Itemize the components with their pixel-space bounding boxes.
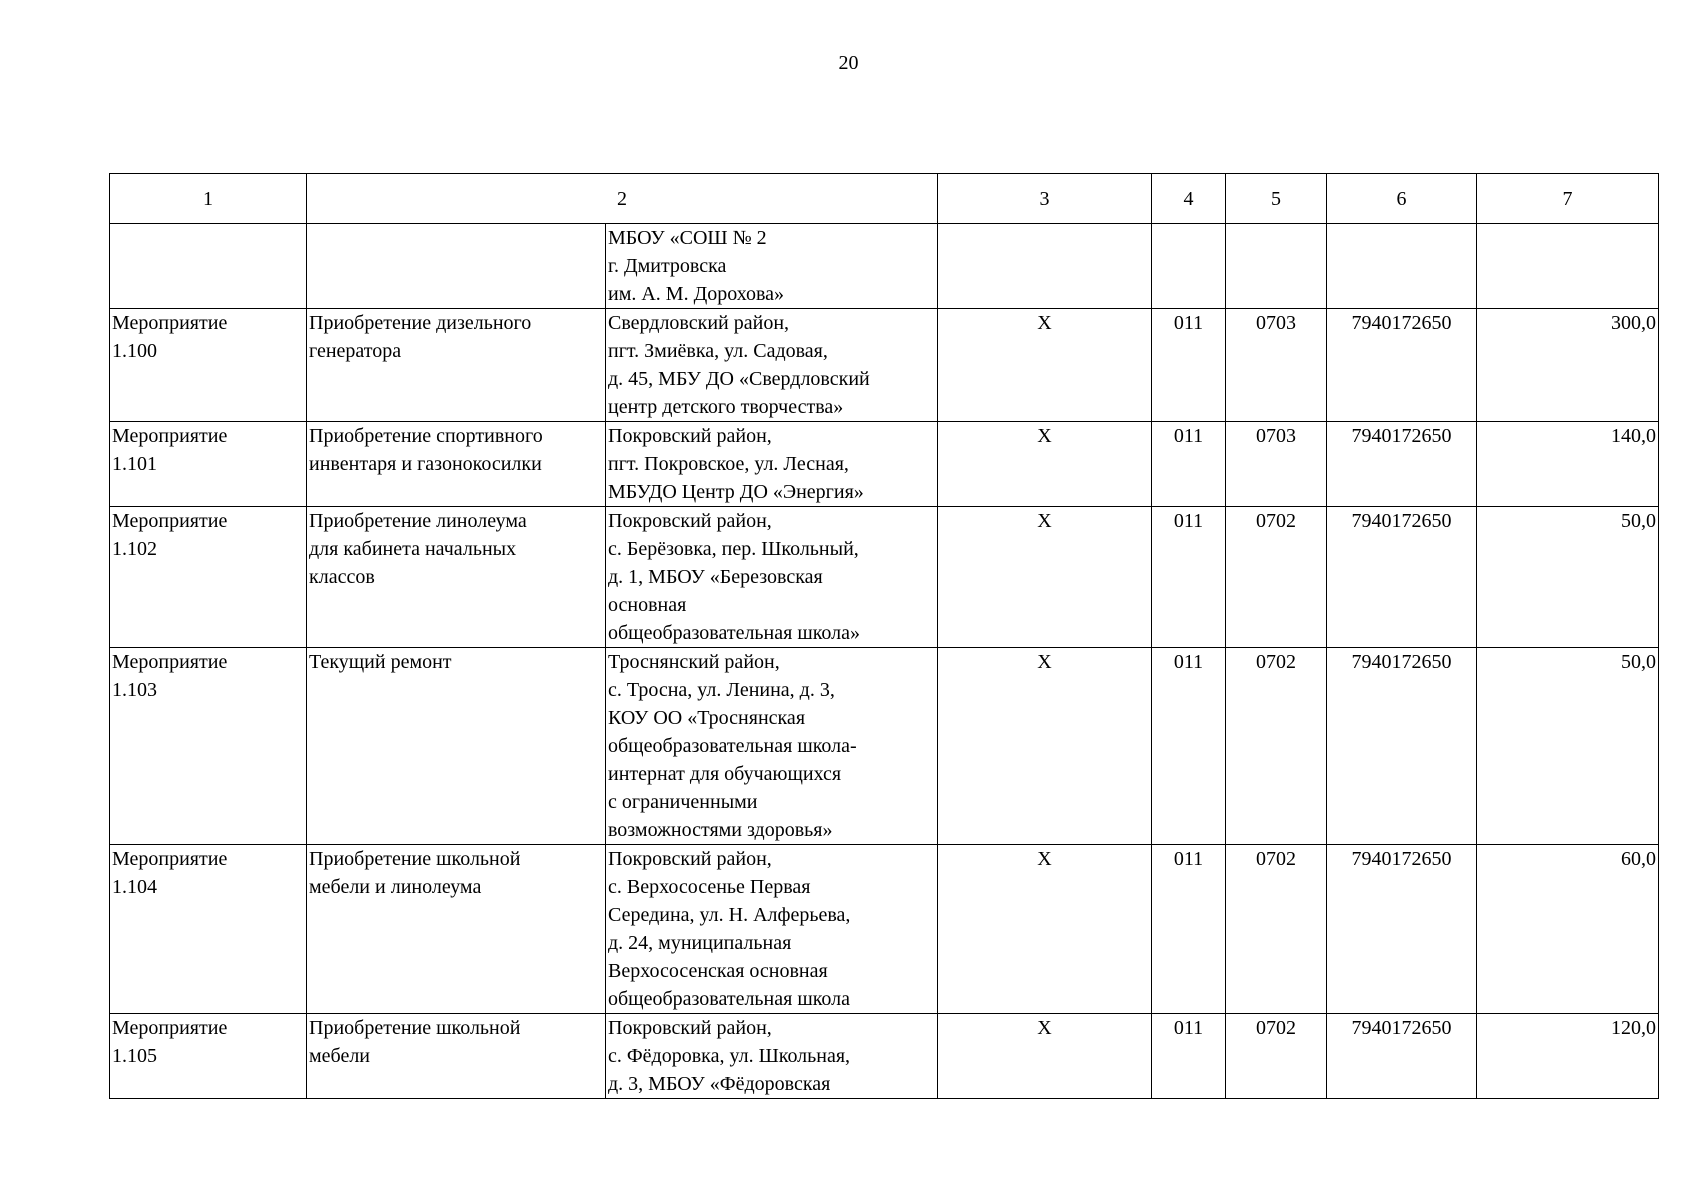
section-code-cell: 0703 (1226, 422, 1327, 507)
target-code-cell: 7940172650 (1327, 1014, 1477, 1099)
amount-cell (1477, 224, 1659, 309)
location-cell: Покровский район, пгт. Покровское, ул. Лесная, МБУДО Центр ДО «Энергия» (606, 422, 938, 507)
section-code-cell: 0702 (1226, 845, 1327, 1014)
header-cell-6: 6 (1327, 174, 1477, 224)
table-row (110, 309, 1659, 422)
code-x-cell: X (938, 648, 1152, 845)
code-x-cell (938, 224, 1152, 309)
table-row (110, 1014, 1659, 1099)
amount-cell: 140,0 (1477, 422, 1659, 507)
table-row (110, 422, 1659, 507)
target-code-cell: 7940172650 (1327, 507, 1477, 648)
description-cell: Текущий ремонт (307, 648, 606, 845)
section-code-cell: 0703 (1226, 309, 1327, 422)
header-cell-1: 1 (110, 174, 307, 224)
code-x-cell: X (938, 1014, 1152, 1099)
page-number: 20 (838, 52, 859, 74)
amount-cell: 120,0 (1477, 1014, 1659, 1099)
section-code-cell: 0702 (1226, 648, 1327, 845)
ministry-code-cell (1152, 224, 1226, 309)
amount-cell: 60,0 (1477, 845, 1659, 1014)
table-row (110, 507, 1659, 648)
code-x-cell: X (938, 309, 1152, 422)
location-cell: Покровский район, с. Верхососенье Первая Середина, ул. Н. Алферьева, д. 24, муниципальная Верхососенская основная общеобразовательная школа (606, 845, 938, 1014)
event-cell (110, 224, 307, 309)
description-cell: Приобретение школьной мебели (307, 1014, 606, 1099)
event-cell: Мероприятие 1.102 (110, 507, 307, 648)
ministry-code-cell: 011 (1152, 845, 1226, 1014)
location-cell: Покровский район, с. Фёдоровка, ул. Школьная, д. 3, МБОУ «Фёдоровская (606, 1014, 938, 1099)
ministry-code-cell: 011 (1152, 1014, 1226, 1099)
location-cell: Свердловский район, пгт. Змиёвка, ул. Садовая, д. 45, МБУ ДО «Свердловский центр детского творчества» (606, 309, 938, 422)
event-cell: Мероприятие 1.103 (110, 648, 307, 845)
header-cell-7: 7 (1477, 174, 1659, 224)
target-code-cell: 7940172650 (1327, 648, 1477, 845)
location-cell: Покровский район, с. Берёзовка, пер. Школьный, д. 1, МБОУ «Березовская основная общеобразовательная школа» (606, 507, 938, 648)
header-cell-4: 4 (1152, 174, 1226, 224)
header-cell-3: 3 (938, 174, 1152, 224)
header-cell-2: 2 (307, 174, 938, 224)
location-cell: Троснянский район, с. Тросна, ул. Ленина, д. 3, КОУ ОО «Троснянская общеобразовательная школа- интернат для обучающихся с ограниченными возможностями здоровья» (606, 648, 938, 845)
section-code-cell: 0702 (1226, 1014, 1327, 1099)
ministry-code-cell: 011 (1152, 422, 1226, 507)
description-cell: Приобретение школьной мебели и линолеума (307, 845, 606, 1014)
target-code-cell: 7940172650 (1327, 845, 1477, 1014)
description-cell (307, 224, 606, 309)
event-cell: Мероприятие 1.100 (110, 309, 307, 422)
table-row (110, 224, 1659, 309)
amount-cell: 50,0 (1477, 507, 1659, 648)
ministry-code-cell: 011 (1152, 507, 1226, 648)
location-cell: МБОУ «СОШ № 2 г. Дмитровска им. А. М. Дорохова» (606, 224, 938, 309)
ministry-code-cell: 011 (1152, 309, 1226, 422)
header-row (110, 174, 1659, 224)
event-cell: Мероприятие 1.105 (110, 1014, 307, 1099)
description-cell: Приобретение линолеума для кабинета начальных классов (307, 507, 606, 648)
code-x-cell: X (938, 422, 1152, 507)
amount-cell: 300,0 (1477, 309, 1659, 422)
section-code-cell (1226, 224, 1327, 309)
code-x-cell: X (938, 845, 1152, 1014)
target-code-cell (1327, 224, 1477, 309)
budget-table (109, 173, 1659, 1099)
target-code-cell: 7940172650 (1327, 309, 1477, 422)
event-cell: Мероприятие 1.104 (110, 845, 307, 1014)
description-cell: Приобретение спортивного инвентаря и газонокосилки (307, 422, 606, 507)
target-code-cell: 7940172650 (1327, 422, 1477, 507)
code-x-cell: X (938, 507, 1152, 648)
header-cell-5: 5 (1226, 174, 1327, 224)
event-cell: Мероприятие 1.101 (110, 422, 307, 507)
ministry-code-cell: 011 (1152, 648, 1226, 845)
description-cell: Приобретение дизельного генератора (307, 309, 606, 422)
table-row (110, 648, 1659, 845)
table-row (110, 845, 1659, 1014)
amount-cell: 50,0 (1477, 648, 1659, 845)
section-code-cell: 0702 (1226, 507, 1327, 648)
